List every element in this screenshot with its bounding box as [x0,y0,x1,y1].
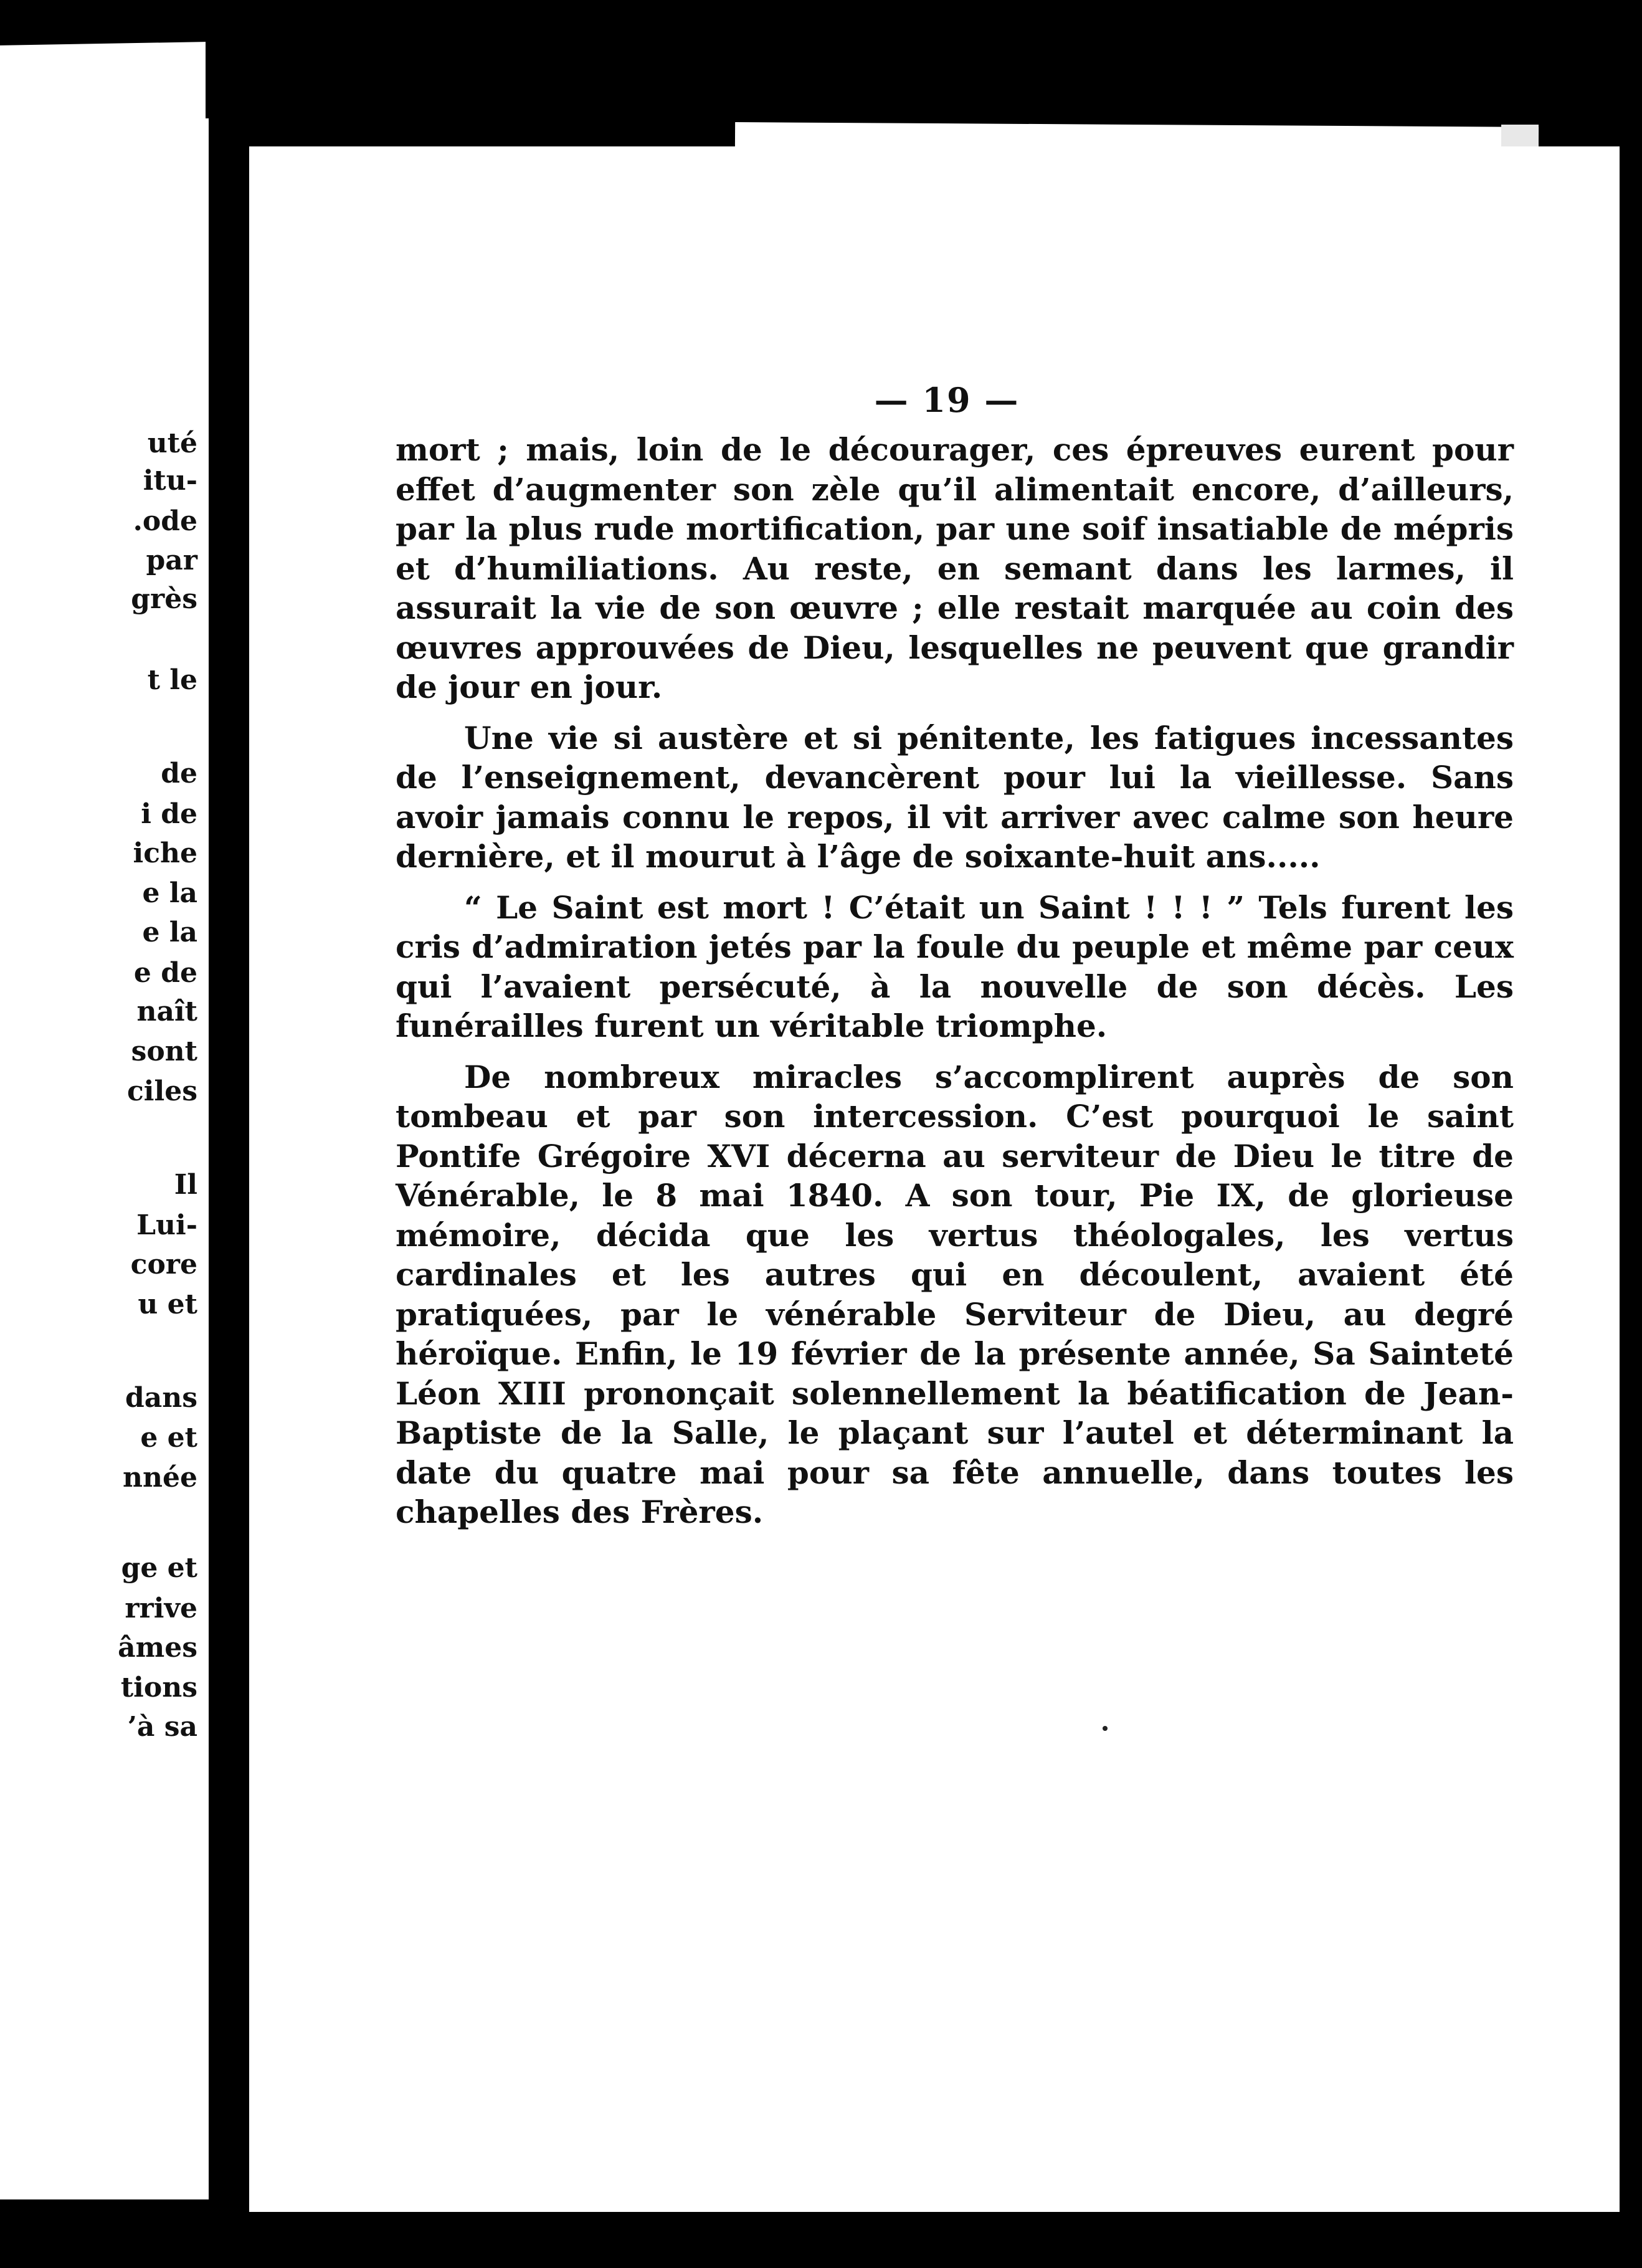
paragraph: mort ; mais, loin de le décourager, ces épreuves eurent pour effet d’augmenter son zèle qu’il alimentait encore, d’ailleurs, par la plus rude mortification, par une soif insatiable de mépris et d’humiliations. Au reste, en semant dans les larmes, il assurait la vie de son œuvre ; elle restait marquée au coin des œuvres approuvées de Dieu, lesquelles ne peuvent que grandir de jour en jour. [396,431,1514,705]
left-line-fragment: core [130,1249,197,1280]
left-line-fragment: itu- [143,465,197,497]
left-line-fragment: sont [131,1036,197,1067]
left-line-fragment: grès [131,583,197,615]
previous-page-fragment [0,118,209,2199]
left-line-fragment: tions [120,1672,197,1703]
left-line-fragment: e la [142,877,197,909]
left-line-fragment: nnée [123,1462,197,1494]
left-line-fragment: t le [147,664,197,696]
left-line-fragment: ciles [127,1075,197,1107]
paragraph: Une vie si austère et si pénitente, les fatigues incessantes de l’enseignement, devancèrent pour lui la vieillesse. Sans avoir jamais connu le repos, il vit arriver avec calme son heure dernière, et il mourut à l’âge de soixante-huit ans..... [396,719,1514,875]
left-line-fragment: .ode [133,505,197,537]
page-body [396,430,1514,1543]
paragraph: De nombreux miracles s’accomplirent auprès de son tombeau et par son intercession. C’est pourquoi le saint Pontife Grégoire XVI décerna au serviteur de Dieu le titre de Vénérable, le 8 mai 1840. A son tour, Pie IX, de glorieuse mémoire, décida que les vertus théologales, les vertus cardinales et les autres qui en découlent, avaient été pratiquées, par le vénérable Serviteur de Dieu, au degré héroïque. Enfin, le 19 février de la présente année, Sa Sainteté Léon XIII prononçait solennellement la béatification de Jean-Baptiste de la Salle, le plaçant sur l’autel et déterminant la date du quatre mai pour sa fête annuelle, dans toutes les chapelles des Frères. [396,1058,1514,1530]
paragraph: “ Le Saint est mort ! C’était un Saint ! ! ! ” Tels furent les cris d’admiration jetés par la foule du peuple et même par ceux qui l’avaient persécuté, à la nouvelle de son décès. Les funérailles furent un véritable triomphe. [396,889,1514,1044]
left-line-fragment: uté [147,427,197,459]
left-line-fragment: Il [174,1169,197,1201]
book-page [249,146,1620,2212]
ink-speck [1103,1726,1108,1731]
left-line-fragment: e de [133,957,197,989]
left-line-fragment: Lui- [136,1209,197,1241]
left-line-fragment: iche [133,837,197,869]
left-line-fragment: i de [141,798,197,830]
left-line-fragment: u et [138,1289,197,1320]
left-line-fragment: de [161,758,197,789]
left-line-fragment: rrive [125,1593,197,1624]
book-gutter [209,112,252,2218]
page-number: — 19 — [874,380,1020,420]
left-line-fragment: âmes [118,1632,197,1664]
left-line-fragment: par [146,545,197,576]
left-line-fragment: e et [140,1422,197,1454]
left-line-fragment: e la [142,917,197,948]
left-line-fragment: ’à sa [127,1711,197,1743]
left-line-fragment: dans [125,1382,197,1414]
left-line-fragment: naît [136,996,197,1027]
left-line-fragment: ge et [121,1552,197,1584]
